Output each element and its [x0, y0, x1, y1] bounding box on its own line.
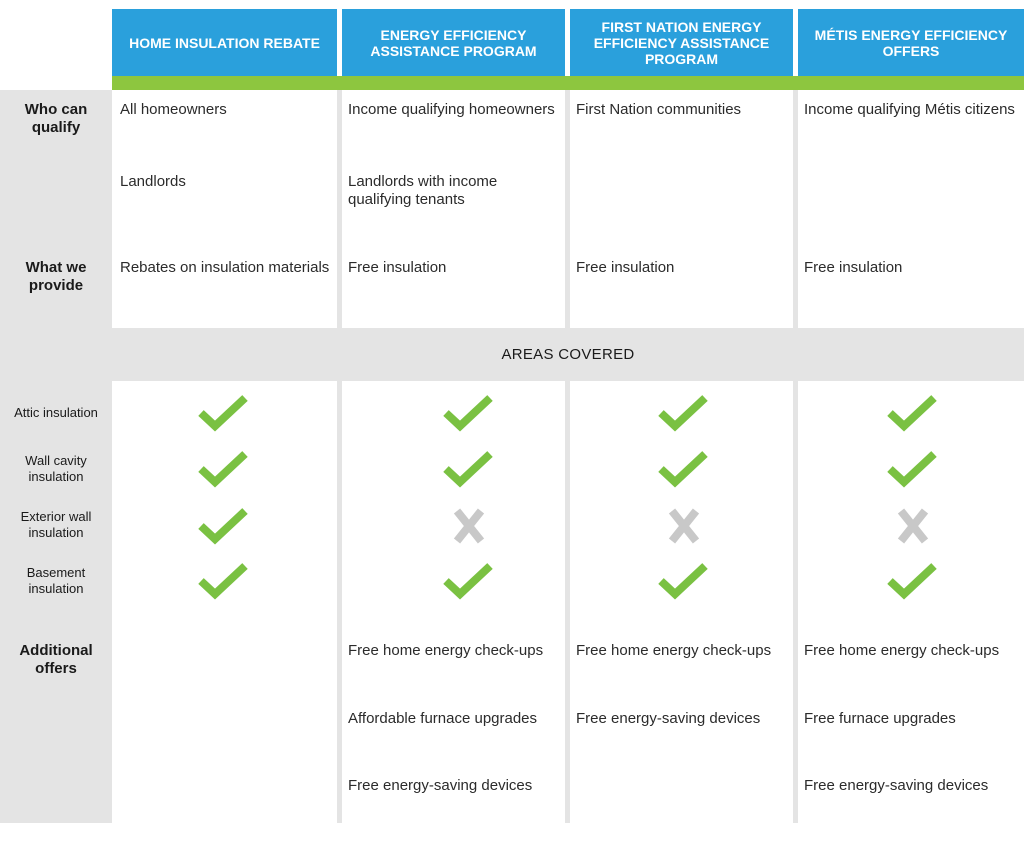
qualify-cell: Landlords [120, 173, 186, 190]
check-icon [658, 393, 710, 433]
qualify-cell: All homeowners [120, 101, 227, 118]
column-header-energy-efficiency-assistance: ENERGY EFFICIENCY ASSISTANCE PROGRAM [342, 9, 565, 76]
check-icon [198, 393, 250, 433]
column-header-first-nation-program: FIRST NATION ENERGY EFFICIENCY ASSISTANCE PROGRAM [570, 9, 793, 76]
qualify-cell: Income qualifying homeowners [348, 101, 555, 118]
check-icon [887, 393, 939, 433]
row-label-additional-offers: Additional offers [19, 642, 93, 677]
check-icon [443, 449, 495, 489]
check-icon [198, 506, 250, 546]
row-label-who-can-qualify: Who can qualify [24, 101, 88, 136]
area-label-attic: Attic insulation [14, 405, 98, 420]
column-divider [565, 90, 570, 823]
check-icon [658, 449, 710, 489]
column-header-metis-offers: MÉTIS ENERGY EFFICIENCY OFFERS [798, 9, 1024, 76]
additional-offer: Free furnace upgrades [804, 710, 956, 727]
qualify-cell: Landlords with income qualifying tenants [348, 173, 498, 208]
additional-offer: Free home energy check-ups [576, 642, 772, 659]
area-label-wall-cavity: Wall cavity insulation [25, 453, 87, 484]
area-label-basement: Basement insulation [26, 565, 86, 596]
check-icon [887, 561, 939, 601]
qualify-cell: First Nation communities [576, 101, 742, 118]
cross-icon [658, 506, 710, 546]
row-label-what-we-provide: What we provide [25, 259, 87, 294]
check-icon [887, 449, 939, 489]
additional-offer: Free energy-saving devices [348, 777, 533, 794]
provide-cell: Free insulation [804, 259, 903, 276]
qualify-cell: Income qualifying Métis citizens [804, 101, 1015, 118]
provide-cell: Free insulation [348, 259, 447, 276]
provide-cell: Free insulation [576, 259, 675, 276]
area-label-exterior-wall: Exterior wall insulation [20, 509, 92, 540]
additional-offer: Free home energy check-ups [348, 642, 544, 659]
additional-offer: Free home energy check-ups [804, 642, 1000, 659]
additional-offer: Free energy-saving devices [804, 777, 989, 794]
additional-offer: Free energy-saving devices [576, 710, 761, 727]
check-icon [198, 561, 250, 601]
areas-covered-title: AREAS COVERED [501, 346, 635, 363]
cross-icon [443, 506, 495, 546]
check-icon [658, 561, 710, 601]
check-icon [443, 561, 495, 601]
additional-offer: Affordable furnace upgrades [348, 710, 538, 727]
column-header-home-insulation-rebate: HOME INSULATION REBATE [112, 9, 337, 76]
check-icon [198, 449, 250, 489]
cross-icon [887, 506, 939, 546]
column-divider [337, 90, 342, 823]
provide-cell: Rebates on insulation materials [120, 259, 330, 276]
header-accent-strip [112, 76, 1024, 90]
check-icon [443, 393, 495, 433]
